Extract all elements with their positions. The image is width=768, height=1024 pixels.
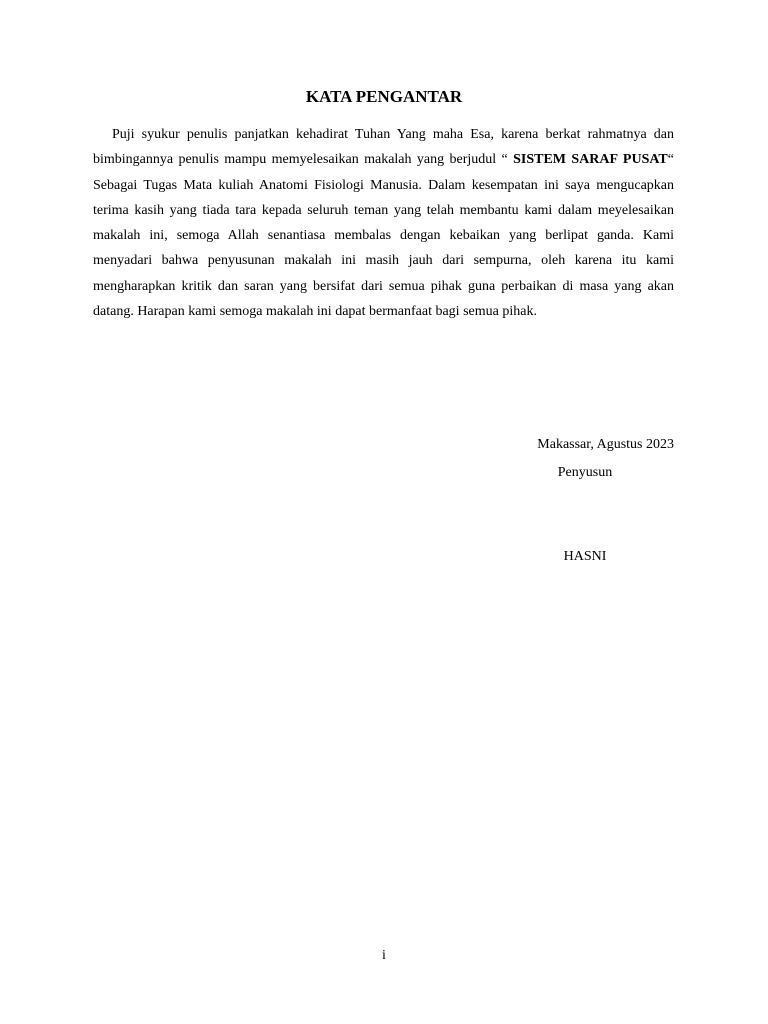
paper-title-bold: SISTEM SARAF PUSAT: [513, 152, 668, 168]
composer-label: Penyusun: [557, 465, 613, 480]
page-title: KATA PENGANTAR: [305, 87, 463, 106]
place-date: Makassar, Agustus 2023: [537, 437, 674, 452]
author-name: HASNI: [563, 549, 607, 564]
page-number: i: [382, 948, 386, 963]
paragraph-text-end: “ Sebagai Tugas Mata kuliah Anatomi Fisiologi Manusia. Dalam kesempatan ini saya mengucapkan terima kasih yang tiada tara kepada seluruh teman yang telah membantu kami dalam meyelesaikan makalah ini, semoga Allah senantiasa membalas dengan kebaikan yang berlipat ganda. Kami menyadari bahwa penyusunan makalah ini masih jauh dari sempurna, oleh karena itu kami mengharapkan kritik dan saran yang bersifat dari semua pihak guna perbaikan di masa yang akan datang. Harapan kami semoga makalah ini dapat bermanfaat bagi semua pihak.: [93, 152, 674, 320]
paragraph-text-start: Puji syukur penulis panjatkan kehadirat Tuhan Yang maha Esa, karena berkat rahmatnya dan bimbingannya penulis mampu memyelesaikan makalah yang berjudul “: [93, 127, 674, 168]
foreword-paragraph: [93, 122, 674, 324]
